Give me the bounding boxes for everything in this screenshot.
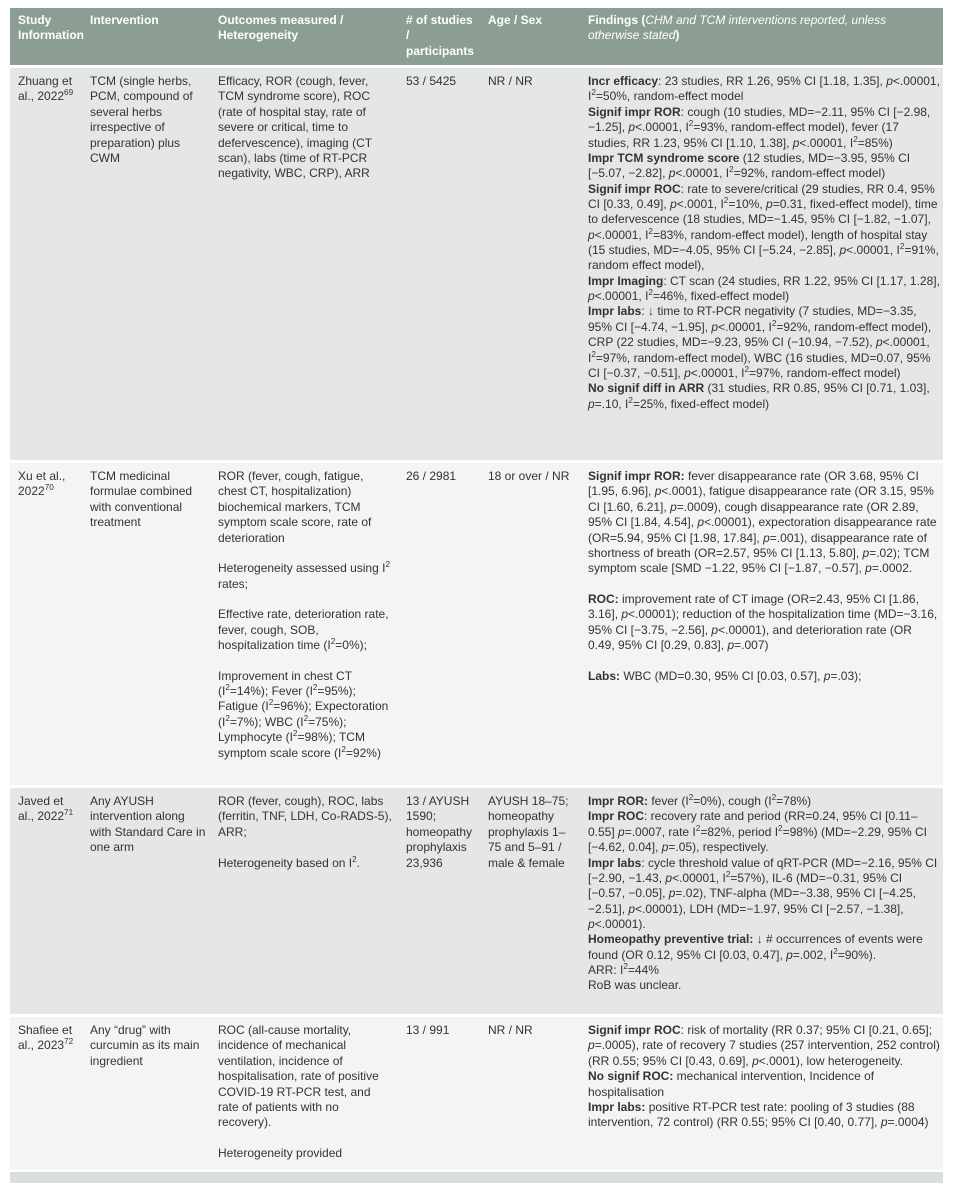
cell-study: Javed et al., 2022$^{71}$ (10, 788, 90, 1014)
cell-outcomes: ROR (fever, cough, fatigue, chest CT, hospitalization) biochemical markers, TCM symptom scale score, rate of deterioration Heterogeneity assessed using $I^2$ rates; Effective rate, deterioration rate, fever, cough, SOB, hospitalization time $(I^2=0\%)$; Improvement in chest CT $(I^2=14\%)$; Fever $(I^2=95\%)$; Fatigue $(I^2=96\%)$; Expectoration $(I^2=7\%)$; WBC $(I^2=75\%)$; Lymphocyte $(I^2=98\%)$; TCM symptom scale score $(I^2=92\%)$ (218, 463, 406, 785)
cell-age-sex: 18 or over / NR (488, 463, 588, 785)
cell-intervention: Any “drug” with curcumin as its main ingredient (90, 1017, 218, 1169)
table-row-xu-2022 (10, 463, 943, 785)
table-body (10, 68, 943, 1169)
cell-intervention: Any AYUSH intervention along with Standard Care in one arm (90, 788, 218, 1014)
column-header-intervention: Intervention (90, 8, 218, 65)
cell-findings: Signif impr ROC: risk of mortality (RR 0.37; 95% CI [0.21, 0.65]; p=.0005), rate of recovery 7 studies (257 intervention, 252 control) (RR 0.55; 95% CI [0.43, 0.69], p<.0001), low heterogeneity. No signif ROC: mechanical intervention, Incidence of hospitalisation Impr labs: positive RT-PCR test rate: pooling of 3 studies (88 intervention, 72 control) (RR 0.55; 95% CI [0.40, 0.77], p=.0004) (588, 1017, 943, 1169)
cell-age-sex: NR / NR (488, 68, 588, 460)
cell-findings: Signif impr ROR: fever disappearance rate (OR 3.68, 95% CI [1.95, 6.96], p<.0001), fatigue disappearance rate (OR 3.15, 95% CI [1.60, 6.21], p=.0009), cough disappearance rate (OR 2.89, 95% CI [1.84, 4.54], p<.00001), expectoration disappearance rate (OR=5.94, 95% CI [1.98, 17.84], p=.001), disappearance rate of shortness of breath (OR=2.57, 95% CI [1.13, 5.80], p=.02); TCM symptom scale [SMD −1.22, 95% CI [−1.87, −0.57], p=.0002. ROC: improvement rate of CT image (OR=2.43, 95% CI [1.86, 3.16], p<.00001); reduction of the hospitalization time (MD=−3.16, 95% CI [−3.75, −2.56], p<.00001), and deterioration rate (OR 0.49, 95% CI [0.29, 0.83], p=.007) Labs: WBC (MD=0.30, 95% CI [0.03, 0.57], p=.03); (588, 463, 943, 785)
cell-age-sex: AYUSH 18–75; homeopathy prophylaxis 1–75 and 5–91 / male & female (488, 788, 588, 1014)
column-header-outcomes-heterogeneity: Outcomes measured / Heterogeneity (218, 8, 406, 65)
column-header-findings: Findings (CHM and TCM interventions reported, unless otherwise stated) (588, 8, 943, 65)
table-header (10, 8, 943, 65)
cell-findings: Impr ROR: fever $(I^2=0\%)$, cough $(I^2=78\%)$ Impr ROC: recovery rate and period (RR=0.24, 95% CI [0.11–0.55] p=.0007, rate $I^2=82\%$, period $I^2=98\%$) (MD=−2.29, 95% CI [−4.62, 0.04], p=.05), respectively. Impr labs: cycle threshold value of qRT-PCR (MD=−2.16, 95% CI [−2.90, −1.43, p<.00001, $I^2=57\%$), IL-6 (MD=−0.31, 95% CI [−0.57, −0.05], p=.02), TNF-alpha (MD=−3.38, 95% CI [−4.25, −2.51], p<.00001), LDH (MD=−1.97, 95% CI [−2.57, −1.38], p<.00001). Homeopathy preventive trial: ↓ # occurrences of events were found (OR 0.12, 95% CI [0.03, 0.47], p=.002, $I^2=90\%$). ARR: $I^2=44\%$ RoB was unclear. (588, 788, 943, 1014)
next-row-cutoff-strip (10, 1172, 943, 1183)
column-header-studies-participants: # of studies / participants (406, 8, 488, 65)
cell-outcomes: Efficacy, ROR (cough, fever, TCM syndrome score), ROC (rate of hospital stay, rate of severe or critical, time to defervescence), imaging (CT scan), labs (time of RT-PCR negativity, WBC, CRP), ARR (218, 68, 406, 460)
cell-study: Xu et al., 2022$^{70}$ (10, 463, 90, 785)
cell-studies-participants: 13 / AYUSH 1590; homeopathy prophylaxis 23,936 (406, 788, 488, 1014)
cell-intervention: TCM medicinal formulae combined with conventional treatment (90, 463, 218, 785)
table-row-zhuang-2022 (10, 68, 943, 460)
cell-study: Shafiee et al., 2023$^{72}$ (10, 1017, 90, 1169)
header-row (10, 8, 943, 65)
cell-findings: Incr efficacy: 23 studies, RR 1.26, 95% CI [1.18, 1.35], p<.00001, $I^2=50\%$, random-effect model Signif impr ROR: cough (10 studies, MD=−2.11, 95% CI [−2.98, −1.25], p<.00001, $I^2=93\%$, random-effect model), fever (17 studies, RR 1.23, 95% CI [1.10, 1.38], p<.00001, $I^2=85\%$) Impr TCM syndrome score (12 studies, MD=−3.95, 95% CI [−5.07, −2.82], p<.00001, $I^2=92\%$, random-effect model) Signif impr ROC: rate to severe/critical (29 studies, RR 0.4, 95% CI [0.33, 0.49], p<.0001, $I^2=10\%$, p=0.31, fixed-effect model), time to defervescence (18 studies, MD=−1.45, 95% CI [−1.82, −1.07], p<.00001, $I^2=83\%$, random-effect model), length of hospital stay (15 studies, MD=−4.05, 95% CI [−5.24, −2.85], p<.00001, $I^2=91\%$, random effect model), Impr Imaging: CT scan (24 studies, RR 1.22, 95% CI [1.17, 1.28], p<.00001, $I^2=46\%$, fixed-effect model) Impr labs: ↓ time to RT-PCR negativity (7 studies, MD=−3.35, 95% CI [−4.74, −1.95], p<.00001, $I^2=92\%$, random-effect model), CRP (22 studies, MD=−9.23, 95% CI (−10.94, −7.52), p<.00001, $I^2=97\%$, random-effect model), WBC (16 studies, MD=0.07, 95% CI [−0.37, −0.51], p<.00001, $I^2=97\%$, random-effect model) No signif diff in ARR (31 studies, RR 0.85, 95% CI [0.71, 1.03], p=.10, $I^2=25\%$, fixed-effect model) (588, 68, 943, 460)
column-header-study-information: Study Information (10, 8, 90, 65)
table-row-shafiee-2023 (10, 1017, 943, 1169)
column-header-age-sex: Age / Sex (488, 8, 588, 65)
cell-intervention: TCM (single herbs, PCM, compound of several herbs irrespective of preparation) plus CWM (90, 68, 218, 460)
systematic-review-table (10, 5, 943, 1172)
cell-age-sex: NR / NR (488, 1017, 588, 1169)
cell-studies-participants: 13 / 991 (406, 1017, 488, 1169)
cell-outcomes: ROR (fever, cough), ROC, labs (ferritin, TNF, LDH, Co-RADS-5), ARR; Heterogeneity based on $I^2$. (218, 788, 406, 1014)
cell-studies-participants: 26 / 2981 (406, 463, 488, 785)
cell-study: Zhuang et al., 2022$^{69}$ (10, 68, 90, 460)
cell-outcomes: ROC (all-cause mortality, incidence of mechanical ventilation, incidence of hospitalisation, rate of positive COVID-19 RT-PCR test, and rate of patients with no recovery). Heterogeneity provided (218, 1017, 406, 1169)
cell-studies-participants: 53 / 5425 (406, 68, 488, 460)
table-row-javed-2022 (10, 788, 943, 1014)
